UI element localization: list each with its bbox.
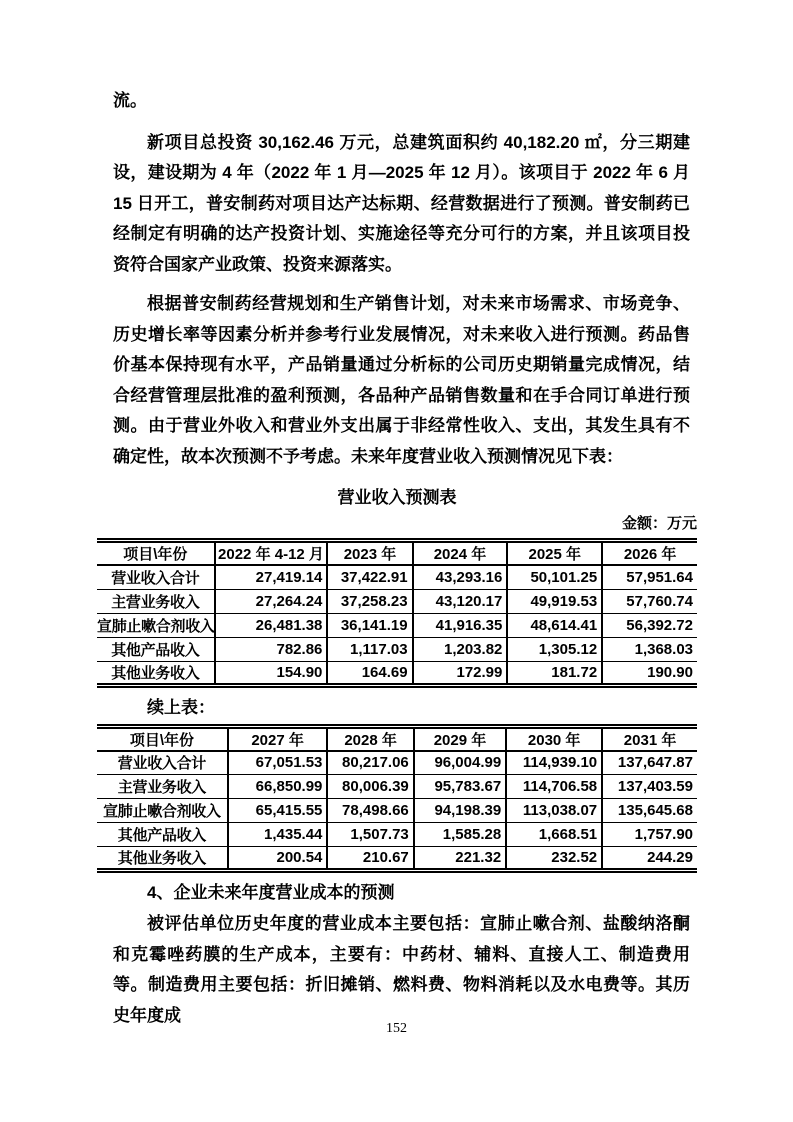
table-header-cell: 2023 年 bbox=[327, 541, 412, 566]
table-cell: 137,403.59 bbox=[602, 775, 697, 799]
table-cell: 113,038.07 bbox=[506, 799, 602, 823]
table-cell: 57,760.74 bbox=[602, 589, 697, 613]
table-cell: 48,614.41 bbox=[507, 613, 602, 637]
table-cell: 1,305.12 bbox=[507, 637, 602, 661]
table-cell: 50,101.25 bbox=[507, 565, 602, 589]
table-cell: 56,392.72 bbox=[602, 613, 697, 637]
table-header-cell: 2026 年 bbox=[602, 541, 697, 566]
table-cell: 1,757.90 bbox=[602, 823, 697, 847]
table-cell: 66,850.99 bbox=[228, 775, 328, 799]
table-row bbox=[97, 775, 697, 799]
table-cell: 181.72 bbox=[507, 661, 602, 685]
table-row bbox=[97, 799, 697, 823]
table-header-cell: 项目\年份 bbox=[97, 541, 215, 566]
continued-table-label: 续上表： bbox=[147, 697, 215, 717]
table-cell: 1,117.03 bbox=[327, 637, 412, 661]
table-header-cell: 2027 年 bbox=[228, 726, 328, 751]
table-cell: 200.54 bbox=[228, 847, 328, 871]
table-cell: 221.32 bbox=[414, 847, 506, 871]
table-cell: 36,141.19 bbox=[327, 613, 412, 637]
table-header-cell: 2030 年 bbox=[506, 726, 602, 751]
table-header-cell: 2029 年 bbox=[414, 726, 506, 751]
table-cell: 37,258.23 bbox=[327, 589, 412, 613]
table-cell: 114,939.10 bbox=[506, 751, 602, 775]
table-row bbox=[97, 661, 697, 685]
table-row bbox=[97, 613, 697, 637]
table-cell: 80,006.39 bbox=[327, 775, 413, 799]
table-cell: 164.69 bbox=[327, 661, 412, 685]
table-header-cell: 2024 年 bbox=[413, 541, 508, 566]
row-label-cell: 其他产品收入 bbox=[97, 637, 215, 661]
table-cell: 1,668.51 bbox=[506, 823, 602, 847]
page-number: 152 bbox=[386, 1021, 407, 1036]
row-label-cell: 宣肺止嗽合剂收入 bbox=[97, 799, 228, 823]
table-cell: 27,264.24 bbox=[215, 589, 328, 613]
table-cell: 67,051.53 bbox=[228, 751, 328, 775]
paragraph-operating-cost: 被评估单位历史年度的营业成本主要包括：宣肺止嗽合剂、盐酸纳洛酮和克霉唑药膜的生产成本，主要有：中药材、辅料、直接人工、制造费用等。制造费用主要包括：折旧摊销、燃料费、物料消耗以及水电费等。其历史年度成 bbox=[113, 914, 690, 1025]
table-cell: 96,004.99 bbox=[414, 751, 506, 775]
table-cell: 37,422.91 bbox=[327, 565, 412, 589]
paragraph-project-investment: 新项目总投资 30,162.46 万元，总建筑面积约 40,182.20 ㎡，分三期建设，建设期为 4 年（2022 年 1 月—2025 年 12 月）。该项目于 2022 年 6 月 15 日开工，普安制药对项目达产达标期、经营数据进行了预测。普安制药已经制定有明确的达产投资计划、实施途径等充分可行的方案，并且该项目投资符合国家产业政策、投资来源落实。 bbox=[113, 132, 690, 274]
table-header-cell: 2022 年 4-12 月 bbox=[215, 541, 328, 566]
table-row bbox=[97, 589, 697, 613]
table-cell: 1,203.82 bbox=[413, 637, 508, 661]
table-header-cell: 2028 年 bbox=[327, 726, 413, 751]
table-cell: 154.90 bbox=[215, 661, 328, 685]
table-header-cell: 2031 年 bbox=[602, 726, 697, 751]
table-cell: 78,498.66 bbox=[327, 799, 413, 823]
table-cell: 95,783.67 bbox=[414, 775, 506, 799]
table-cell: 80,217.06 bbox=[327, 751, 413, 775]
table-cell: 1,585.28 bbox=[414, 823, 506, 847]
row-label-cell: 主营业务收入 bbox=[97, 775, 228, 799]
section-heading-cost-forecast: 4、企业未来年度营业成本的预测 bbox=[147, 883, 395, 902]
row-label-cell: 营业收入合计 bbox=[97, 751, 228, 775]
revenue-table-2027-2031 bbox=[97, 724, 697, 874]
table-cell: 41,916.35 bbox=[413, 613, 508, 637]
table-header-row bbox=[97, 541, 697, 566]
row-label-cell: 其他业务收入 bbox=[111, 664, 200, 682]
table-header-cell: 2025 年 bbox=[507, 541, 602, 566]
table-cell: 49,919.53 bbox=[507, 589, 602, 613]
table-cell: 210.67 bbox=[327, 847, 413, 871]
table-cell: 26,481.38 bbox=[215, 613, 328, 637]
row-label-cell: 其他业务收入 bbox=[117, 850, 206, 867]
table-cell: 782.86 bbox=[215, 637, 328, 661]
table-cell: 1,507.73 bbox=[327, 823, 413, 847]
table-cell: 135,645.68 bbox=[602, 799, 697, 823]
revenue-table-2022-2026 bbox=[97, 538, 697, 688]
table-row bbox=[97, 823, 697, 847]
table-cell: 43,120.17 bbox=[413, 589, 508, 613]
table-cell: 114,706.58 bbox=[506, 775, 602, 799]
row-label-cell: 营业收入合计 bbox=[97, 565, 215, 589]
table-cell: 1,435.44 bbox=[228, 823, 328, 847]
table-cell: 1,368.03 bbox=[602, 637, 697, 661]
table-cell: 65,415.55 bbox=[228, 799, 328, 823]
table-row bbox=[97, 637, 697, 661]
table-row bbox=[97, 847, 697, 871]
unit-label: 金额：万元 bbox=[621, 515, 697, 532]
table-cell: 137,647.87 bbox=[602, 751, 697, 775]
table-cell: 244.29 bbox=[602, 847, 697, 871]
row-label-cell: 主营业务收入 bbox=[97, 589, 215, 613]
table-cell: 172.99 bbox=[413, 661, 508, 685]
table-row bbox=[97, 751, 697, 775]
table-cell: 232.52 bbox=[506, 847, 602, 871]
table-title: 营业收入预测表 bbox=[337, 488, 457, 507]
table-cell: 94,198.39 bbox=[414, 799, 506, 823]
table-cell: 43,293.16 bbox=[413, 565, 508, 589]
table-row bbox=[97, 565, 697, 589]
paragraph-revenue-forecast-method: 根据普安制药经营规划和生产销售计划，对未来市场需求、市场竞争、历史增长率等因素分析并参考行业发展情况，对未来收入进行预测。药品售价基本保持现有水平，产品销量通过分析标的公司历史期销量完成情况，结合经营管理层批准的盈利预测，各品种产品销售数量和在手合同订单进行预测。由于营业外收入和营业外支出属于非经常性收入、支出，其发生具有不确定性，故本次预测不予考虑。未来年度营业收入预测情况见下表： bbox=[113, 294, 690, 466]
table-cell: 27,419.14 bbox=[215, 565, 328, 589]
row-label-cell: 其他产品收入 bbox=[97, 823, 228, 847]
table-cell: 190.90 bbox=[602, 661, 697, 685]
table-cell: 57,951.64 bbox=[602, 565, 697, 589]
paragraph-continuation: 流。 bbox=[113, 91, 147, 110]
table-header-row bbox=[97, 726, 697, 751]
row-label-cell: 宣肺止嗽合剂收入 bbox=[97, 613, 215, 637]
table-header-cell: 项目\年份 bbox=[97, 726, 228, 751]
